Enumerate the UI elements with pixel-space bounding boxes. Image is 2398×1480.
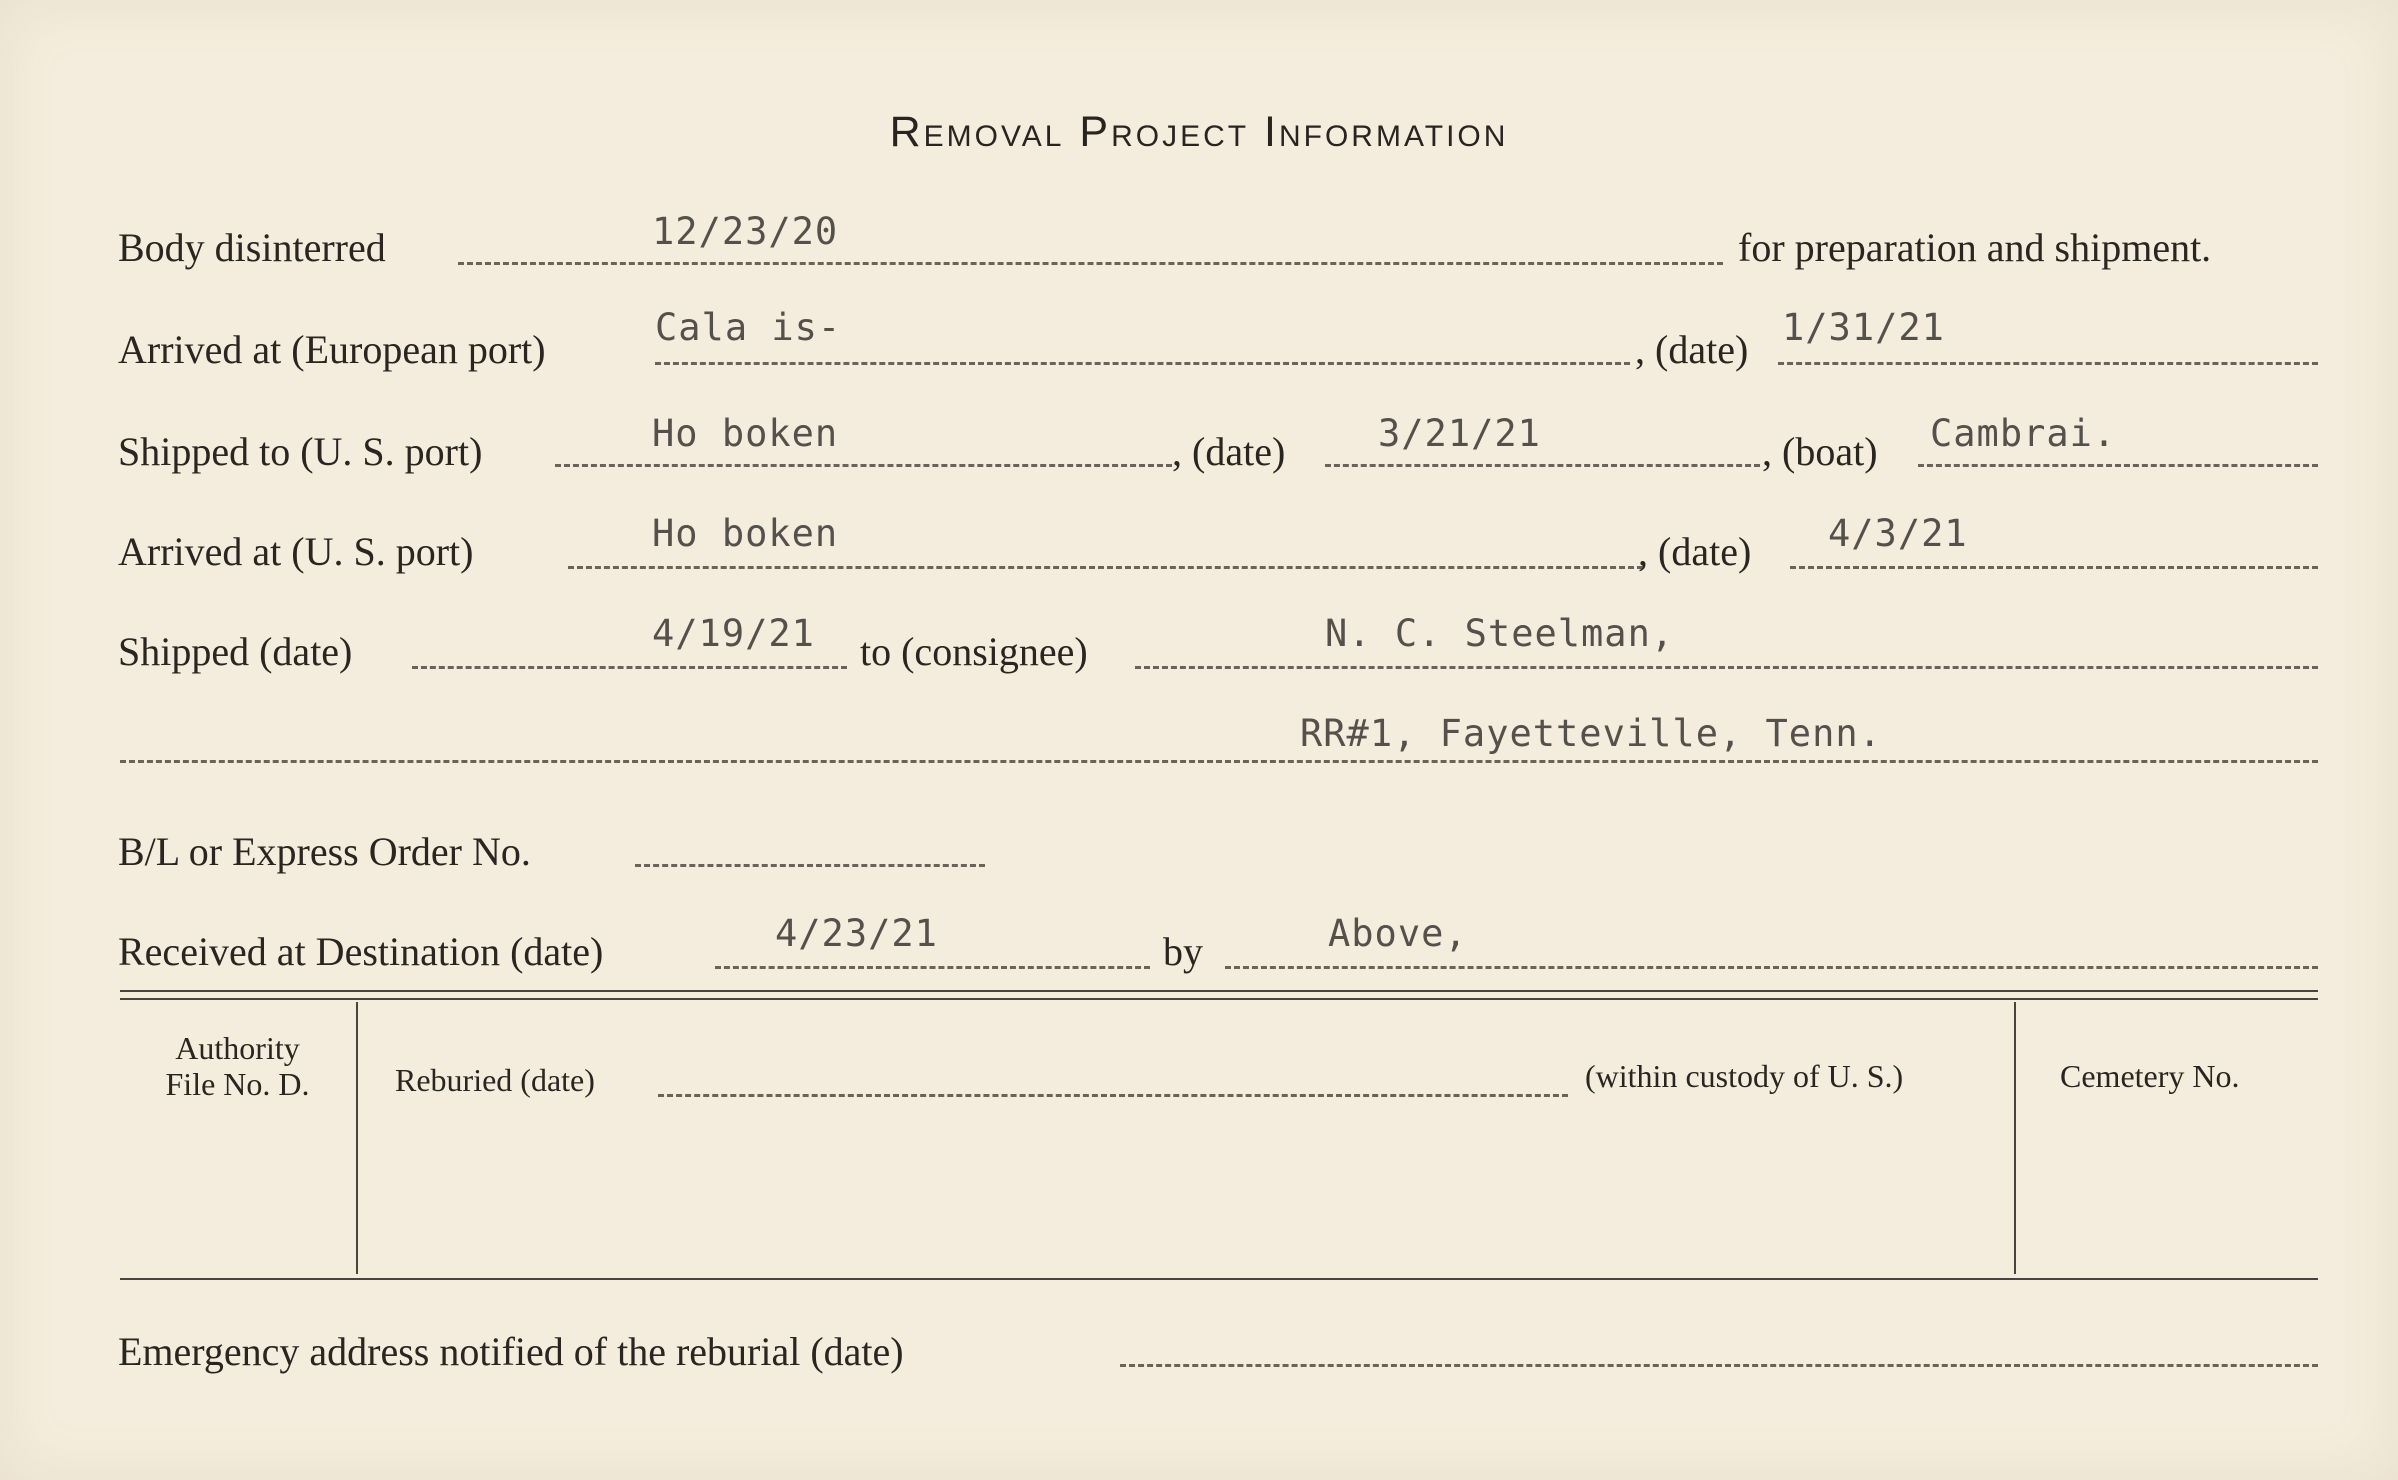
disinterred-value: 12/23/20 [652,210,839,253]
arrived-us-port-line [568,566,1643,569]
table-top-rule-2 [120,998,2318,1000]
table-top-rule-1 [120,990,2318,992]
arrived-europe-date-label: , (date) [1635,327,1749,372]
arrived-us-port: Ho boken [652,512,839,555]
table-divider-left [356,1002,358,1274]
arrived-europe-date: 1/31/21 [1782,306,1945,349]
shipped-us-date-label: , (date) [1172,429,1286,474]
authority-label-line-2: File No. D. [165,1066,310,1102]
arrived-us-date-line [1790,566,2318,569]
received-by-line [1225,966,2318,969]
bl-order-label: B/L or Express Order No. [118,829,531,874]
shipped-date-label: Shipped (date) [118,629,353,674]
card-title: Removal Project Information [889,108,1509,156]
shipped-us-port-line [555,464,1172,467]
reburied-line [658,1094,1568,1097]
table-bottom-rule [120,1278,2318,1280]
cemetery-label: Cemetery No. [2060,1058,2240,1094]
received-date: 4/23/21 [775,912,938,955]
arrived-us-date-label: , (date) [1638,529,1752,574]
arrived-us-label: Arrived at (U. S. port) [118,529,474,574]
emergency-line [1120,1364,2318,1367]
shipped-date-value: 4/19/21 [652,612,815,655]
custody-label: (within custody of U. S.) [1585,1058,1904,1094]
reburied-label: Reburied (date) [395,1062,595,1098]
arrived-europe-label: Arrived at (European port) [118,327,546,372]
received-date-line [715,966,1150,969]
bl-order-line [635,864,985,867]
consignee-address: RR#1, Fayetteville, Tenn. [1300,712,1882,755]
arrived-europe-port: Cala is- [655,306,842,349]
consignee-line [1135,666,2318,669]
table-divider-right [2014,1002,2016,1274]
shipped-us-boat-line [1918,464,2318,467]
disinterred-line [458,262,1723,265]
arrived-europe-port-line [655,362,1630,365]
shipped-us-port: Ho boken [652,412,839,455]
received-by-label: by [1163,929,1203,974]
arrived-europe-date-line [1778,362,2318,365]
shipped-us-boat-label: , (boat) [1762,429,1878,474]
received-by: Above, [1328,912,1468,955]
shipped-us-label: Shipped to (U. S. port) [118,429,483,474]
authority-header [130,1030,345,1102]
consignee-value: N. C. Steelman, [1325,612,1675,655]
disinterred-label: Body disinterred [118,225,386,270]
arrived-us-date: 4/3/21 [1828,512,1968,555]
address-line [120,760,2318,763]
received-label: Received at Destination (date) [118,929,604,974]
shipped-us-date-line [1325,464,1760,467]
emergency-label: Emergency address notified of the reburial (date) [118,1329,904,1374]
disinterred-suffix: for preparation and shipment. [1738,225,2212,270]
shipped-date-line [412,666,847,669]
consignee-label: to (consignee) [860,629,1088,674]
authority-label-line-1: Authority [175,1030,300,1066]
shipped-us-date: 3/21/21 [1378,412,1541,455]
shipped-us-boat: Cambrai. [1930,412,2117,455]
